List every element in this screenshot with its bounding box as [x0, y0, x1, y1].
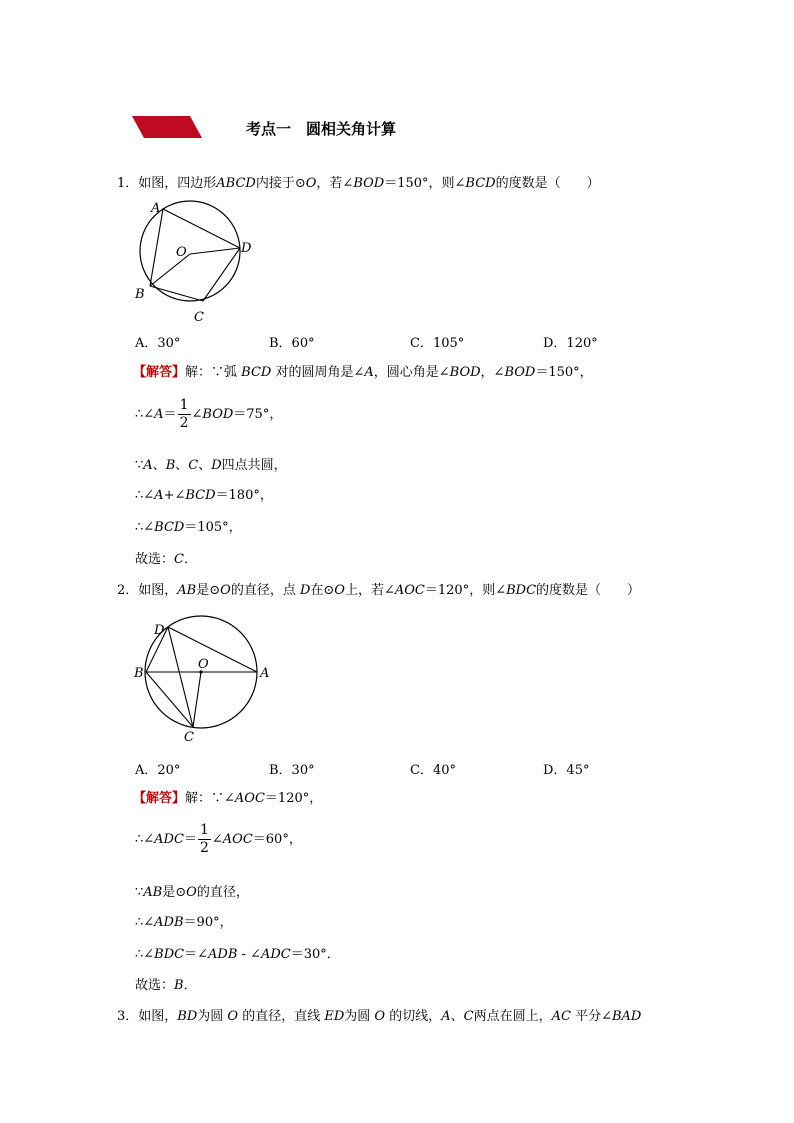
text-run: 、 — [175, 458, 189, 473]
q2-solution-tag: 【解答】 — [133, 791, 186, 806]
text-run: ＝∠ — [184, 947, 209, 962]
math-var: BOD — [353, 176, 385, 191]
q1-option-b[interactable]: B．60° — [269, 336, 315, 351]
q1-solution-line3 — [135, 457, 287, 475]
text-run: 、 — [450, 1009, 464, 1024]
text-run: 的度数是（ ） — [536, 583, 641, 598]
q1-label-b: B — [135, 287, 145, 302]
q2-option-d[interactable]: D．45° — [543, 763, 590, 778]
q1-solution-line2-post — [192, 407, 283, 422]
q3-stem — [117, 1008, 641, 1026]
math-var: BOD — [202, 407, 234, 422]
math-var: AB — [143, 885, 163, 900]
q1-solution-line6 — [135, 551, 197, 569]
q1-solution-line1-text — [185, 365, 593, 380]
math-var: O — [374, 1009, 386, 1024]
q2-segment-oc — [193, 672, 201, 727]
text-run: 对的圆周角是∠ — [271, 365, 365, 380]
text-run: ∵ — [135, 885, 144, 900]
math-var: B — [165, 458, 176, 473]
math-var: ADB — [154, 915, 184, 930]
text-run: 解：∵∠ — [185, 791, 235, 806]
text-run: 、 — [152, 458, 166, 473]
q2-label-b: B — [134, 666, 144, 681]
q1-solution-line1 — [133, 364, 593, 382]
math-var: A — [154, 407, 164, 422]
math-var: C — [174, 552, 184, 567]
q1-solution-line2 — [135, 397, 282, 432]
math-var: A — [154, 488, 164, 503]
text-run: ，若∠ — [316, 176, 354, 191]
math-var: BCD — [154, 520, 185, 535]
section-title: 考点一 圆相关角计算 — [246, 120, 397, 138]
text-run: 的度数是（ ） — [495, 176, 600, 191]
q2-solution-line1-text — [185, 791, 322, 806]
math-var: BOD — [504, 365, 536, 380]
banner-parallelogram — [132, 116, 202, 138]
math-var: AOC — [222, 832, 253, 847]
text-run: 的直径，点 — [230, 583, 300, 598]
q2-fraction-half — [198, 822, 211, 857]
q2-figure — [132, 614, 282, 746]
text-run: ． — [183, 552, 197, 567]
math-var: O — [186, 885, 197, 900]
text-run: 为圆 — [197, 1009, 228, 1024]
math-var: A — [441, 1009, 451, 1024]
text-run: ＝90°， — [183, 915, 233, 930]
q1-option-a[interactable]: A．30° — [135, 336, 181, 351]
q2-solution-line2 — [135, 822, 302, 857]
text-run: 3．如图， — [117, 1009, 178, 1024]
q2-label-a: A — [260, 666, 270, 681]
q1-segment-od — [190, 248, 240, 254]
q2-solution-line6 — [135, 977, 197, 995]
q1-stem — [117, 175, 600, 193]
text-run: ∴∠ — [135, 832, 155, 847]
text-run: - ∠ — [237, 947, 261, 962]
text-run: ∴∠ — [135, 488, 155, 503]
q1-label-c: C — [194, 310, 204, 325]
q1-label-o: O — [176, 245, 187, 260]
text-run: 平分∠ — [570, 1009, 612, 1024]
text-run: ∠ — [211, 832, 223, 847]
q1-fraction-num: 1 — [179, 397, 189, 413]
text-run: ∴∠ — [135, 947, 155, 962]
text-run: 、 — [198, 458, 212, 473]
text-run: 2．如图， — [117, 583, 178, 598]
q2-solution-line3 — [135, 884, 249, 902]
q2-solution-line4 — [135, 914, 233, 932]
math-var: A — [364, 365, 374, 380]
q1-circle — [140, 201, 240, 301]
q1-fraction-half — [178, 397, 191, 432]
text-run: ∠ — [191, 407, 203, 422]
q2-solution-line1 — [133, 790, 322, 808]
math-var: ABCD — [216, 176, 256, 191]
text-run: 是⊙ — [196, 583, 221, 598]
math-var: BAD — [611, 1009, 642, 1024]
text-run: ＝30°． — [290, 947, 340, 962]
q2-option-a[interactable]: A．20° — [135, 763, 181, 778]
q1-figure — [130, 196, 250, 326]
q2-stem — [117, 582, 640, 600]
text-run: ＝120°， — [264, 791, 323, 806]
text-run: 为圆 — [344, 1009, 375, 1024]
q2-solution-line5 — [135, 946, 340, 964]
q1-option-d[interactable]: D．120° — [543, 336, 598, 351]
math-var: BDC — [506, 583, 537, 598]
q2-segment-da — [168, 627, 257, 672]
q2-label-c: C — [184, 730, 194, 745]
math-var: C — [463, 1009, 474, 1024]
q2-option-c[interactable]: C．40° — [410, 763, 456, 778]
text-run: ＝120°，则∠ — [424, 583, 507, 598]
text-run: ∴∠ — [135, 407, 155, 422]
text-run: 内接于⊙ — [255, 176, 306, 191]
math-var: BCD — [241, 365, 272, 380]
q2-solution-line2-pre — [135, 832, 197, 847]
text-run: 的直径，直线 — [238, 1009, 325, 1024]
text-run: 四点共圆， — [221, 458, 287, 473]
q2-option-b[interactable]: B．30° — [269, 763, 315, 778]
text-run: ，∠ — [480, 365, 505, 380]
text-run: 的直径， — [196, 885, 249, 900]
q1-option-c[interactable]: C．105° — [410, 336, 465, 351]
text-run: ∴∠ — [135, 915, 155, 930]
q1-solution-line5 — [135, 519, 242, 537]
section-banner — [132, 116, 202, 138]
math-var: AB — [177, 583, 197, 598]
math-var: C — [188, 458, 199, 473]
text-run: ＝180°， — [215, 488, 273, 503]
q2-fraction-num: 1 — [199, 822, 209, 838]
text-run: ＝ — [183, 832, 197, 847]
text-run: +∠ — [163, 488, 186, 503]
math-var: ADB — [208, 947, 238, 962]
q1-fraction-den: 2 — [179, 415, 189, 431]
math-var: AOC — [234, 791, 265, 806]
text-run: 1．如图，四边形 — [117, 176, 217, 191]
text-run: 故选： — [135, 552, 175, 567]
math-var: ED — [324, 1009, 345, 1024]
text-run: 的切线， — [385, 1009, 442, 1024]
math-var: A — [143, 458, 153, 473]
q2-fraction-den: 2 — [199, 840, 209, 856]
q1-segment-da — [163, 209, 240, 248]
q1-label-d: D — [241, 241, 252, 256]
text-run: 是⊙ — [162, 885, 187, 900]
q1-segment-ab — [150, 209, 163, 286]
math-var: O — [334, 583, 345, 598]
text-run: ＝75°， — [233, 407, 283, 422]
math-var: BD — [177, 1009, 198, 1024]
q1-solution-line2-pre — [135, 407, 177, 422]
math-var: O — [305, 176, 317, 191]
math-var: O — [220, 583, 231, 598]
q2-label-d: D — [154, 623, 165, 638]
math-var: BDC — [154, 947, 185, 962]
text-run: ∴∠ — [135, 520, 155, 535]
text-run: ＝150°， — [535, 365, 593, 380]
text-run: ，圆心角是∠ — [373, 365, 450, 380]
math-var: ADC — [260, 947, 291, 962]
q1-label-a: A — [151, 201, 161, 216]
text-run: ． — [183, 978, 197, 993]
text-run: 在⊙ — [310, 583, 335, 598]
text-run: ＝ — [163, 407, 177, 422]
math-var: BOD — [449, 365, 481, 380]
math-var: D — [211, 458, 222, 473]
q1-solution-line4 — [135, 487, 273, 505]
math-var: O — [227, 1009, 239, 1024]
math-var: BCD — [465, 176, 496, 191]
math-var: AC — [551, 1009, 571, 1024]
text-run: ＝150°，则∠ — [384, 176, 466, 191]
math-var: B — [174, 978, 184, 993]
text-run: ＝60°， — [252, 832, 302, 847]
math-var: AOC — [394, 583, 425, 598]
text-run: 上，若∠ — [344, 583, 395, 598]
text-run: ＝105°， — [184, 520, 242, 535]
q2-label-o: O — [198, 657, 209, 672]
text-run: 解：∵弧 — [185, 365, 242, 380]
q1-solution-tag: 【解答】 — [133, 365, 186, 380]
q2-solution-line2-post — [212, 832, 302, 847]
text-run: 两点在圆上， — [473, 1009, 552, 1024]
text-run: 故选： — [135, 978, 175, 993]
math-var: D — [299, 583, 311, 598]
text-run: ∵ — [135, 458, 144, 473]
math-var: BCD — [185, 488, 216, 503]
math-var: ADC — [154, 832, 184, 847]
